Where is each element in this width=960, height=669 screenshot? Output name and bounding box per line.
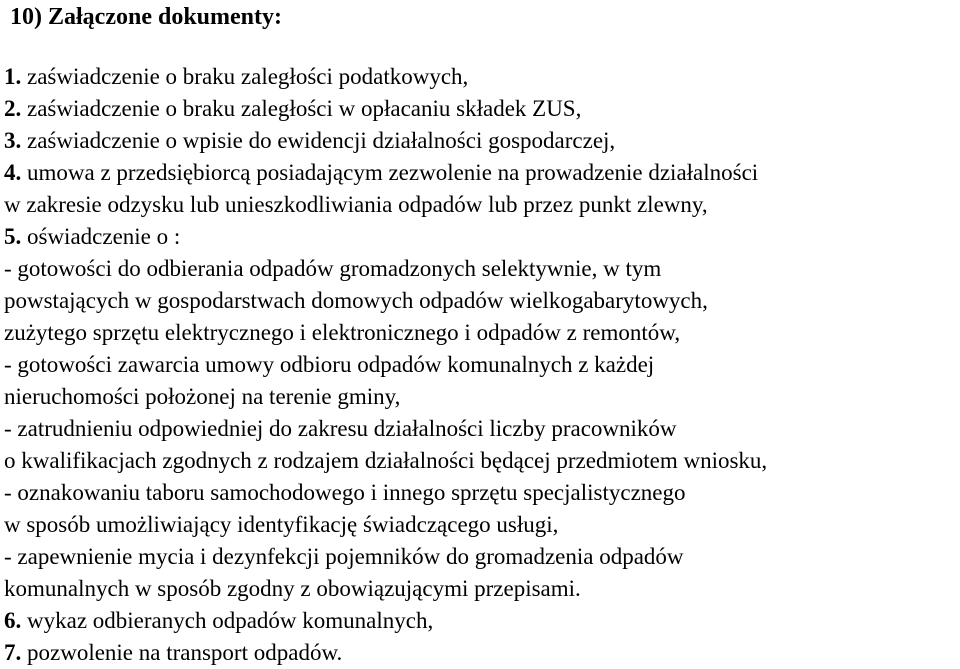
item-text: powstających w gospodarstwach domowych odpadów wielkogabarytowych, xyxy=(4,288,708,313)
list-line xyxy=(4,509,960,541)
list-line xyxy=(4,61,960,93)
list-line xyxy=(4,157,960,189)
item-number: 3. xyxy=(4,128,22,153)
list-line xyxy=(4,285,960,317)
list-line xyxy=(4,541,960,573)
list-line xyxy=(4,605,960,637)
list-line xyxy=(4,381,960,413)
item-text: - zapewnienie mycia i dezynfekcji pojemników do gromadzenia odpadów xyxy=(4,544,684,569)
item-text: zaświadczenie o braku zaległości w opłacaniu składek ZUS, xyxy=(21,96,582,121)
item-text: - oznakowaniu taboru samochodowego i innego sprzętu specjalistycznego xyxy=(4,480,686,505)
item-text: oświadczenie o : xyxy=(21,224,181,249)
item-number: 1. xyxy=(4,64,22,89)
item-number: 5. xyxy=(4,224,22,249)
item-text: nieruchomości położonej na terenie gminy, xyxy=(4,384,401,409)
item-text: - zatrudnieniu odpowiedniej do zakresu działalności liczby pracowników xyxy=(4,416,677,441)
item-text: umowa z przedsiębiorcą posiadającym zezwolenie na prowadzenie działalności xyxy=(21,160,759,185)
list-line xyxy=(4,221,960,253)
list-line xyxy=(4,125,960,157)
item-text: komunalnych w sposób zgodny z obowiązującymi przepisami. xyxy=(4,576,581,601)
section-heading: 10) Załączone dokumenty: xyxy=(10,4,282,30)
list-line xyxy=(4,445,960,477)
item-text: zaświadczenie o braku zaległości podatkowych, xyxy=(21,64,469,89)
item-number: 6. xyxy=(4,608,22,633)
list-line xyxy=(4,477,960,509)
list-line xyxy=(4,253,960,285)
item-text: wykaz odbieranych odpadów komunalnych, xyxy=(21,608,434,633)
list-line xyxy=(4,413,960,445)
list-line xyxy=(4,189,960,221)
item-number: 4. xyxy=(4,160,22,185)
list-line xyxy=(4,317,960,349)
item-text: w sposób umożliwiający identyfikację świadczącego usługi, xyxy=(4,512,559,537)
attached-documents-list xyxy=(4,61,960,669)
item-number: 2. xyxy=(4,96,22,121)
list-line xyxy=(4,349,960,381)
item-text: zaświadczenie o wpisie do ewidencji działalności gospodarczej, xyxy=(21,128,616,153)
item-text: w zakresie odzysku lub unieszkodliwiania odpadów lub przez punkt zlewny, xyxy=(4,192,708,217)
item-text: - gotowości do odbierania odpadów gromadzonych selektywnie, w tym xyxy=(4,256,662,281)
list-line xyxy=(4,93,960,125)
item-text: o kwalifikacjach zgodnych z rodzajem działalności będącej przedmiotem wniosku, xyxy=(4,448,768,473)
item-text: zużytego sprzętu elektrycznego i elektronicznego i odpadów z remontów, xyxy=(4,320,681,345)
item-number: 7. xyxy=(4,640,22,665)
item-text: - gotowości zawarcia umowy odbioru odpadów komunalnych z każdej xyxy=(4,352,655,377)
list-line xyxy=(4,573,960,605)
item-text: pozwolenie na transport odpadów. xyxy=(21,640,343,665)
list-line xyxy=(4,637,960,669)
